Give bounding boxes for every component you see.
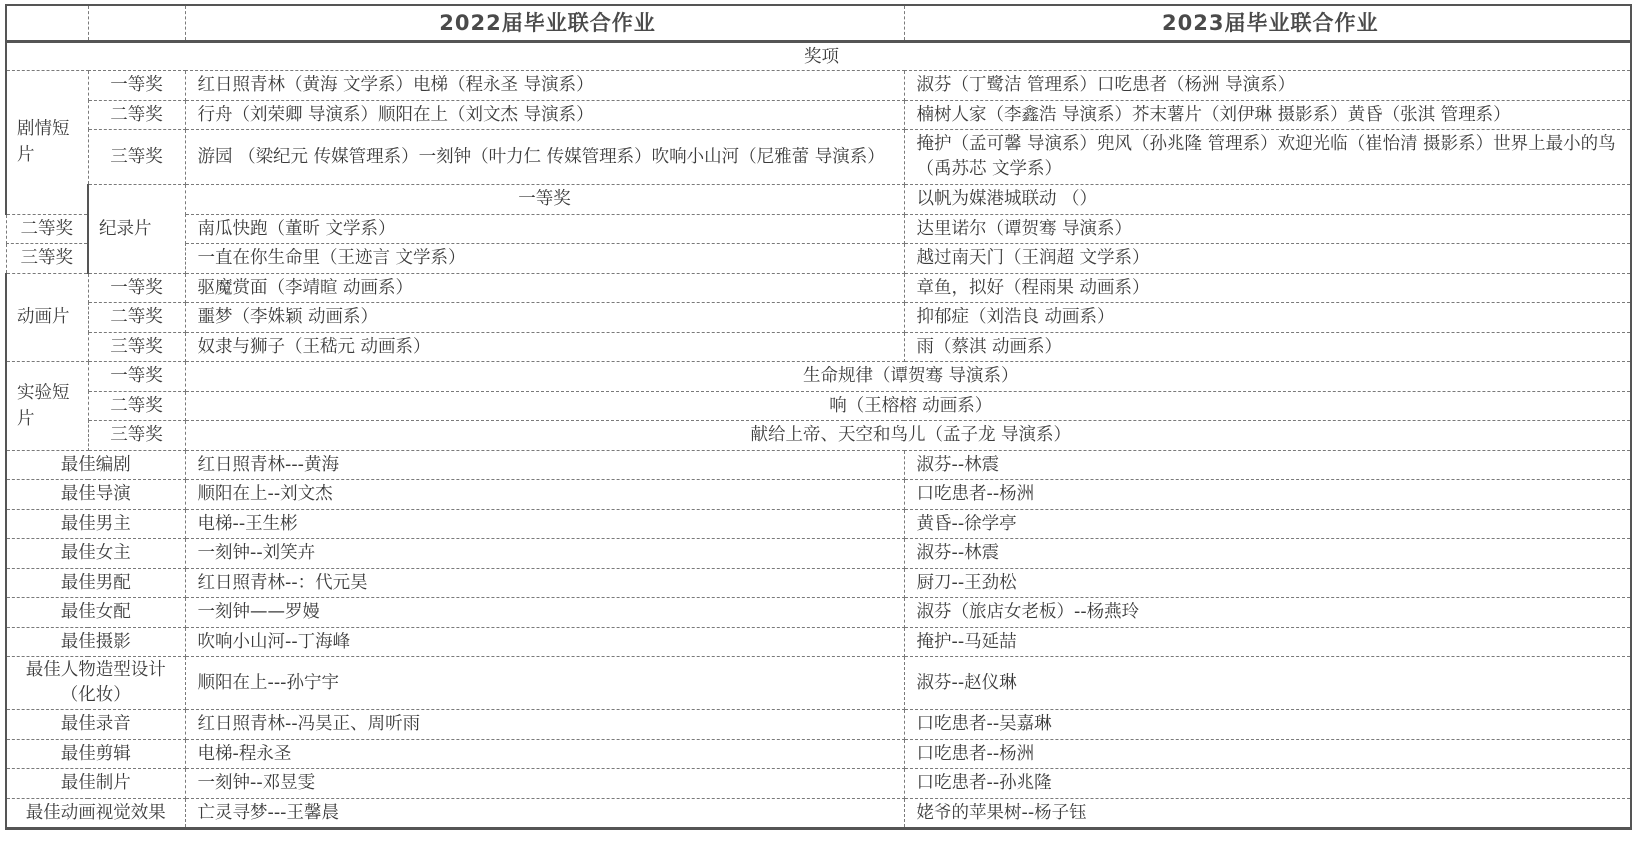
table-row [6,598,1631,628]
cell-2023: 楠树人家（李鑫浩 导演系）芥末薯片（刘伊琳 摄影系）黄昏（张淇 管理系） [904,100,1631,130]
cell-2022: 奴隶与狮子（王嵇元 动画系） [185,332,904,362]
table-row [6,657,1631,710]
cell-2023: 姥爷的苹果树--杨子钰 [904,798,1631,829]
cell-2022: 一刻钟--刘笑卉 [185,539,904,569]
table-row [6,568,1631,598]
cell-2022: 行舟（刘荣卿 导演系）顺阳在上（刘文杰 导演系） [185,100,904,130]
grade-label: 二等奖 [88,303,185,333]
best-award-label: 最佳制片 [6,769,185,799]
cell-2023: 黄昏--徐学亭 [904,509,1631,539]
table-row [6,509,1631,539]
grade-label: 一等奖 [88,71,185,101]
table-row [6,332,1631,362]
cell-2023: 淑芬--林震 [904,539,1631,569]
cell-2022: 驱魔赏面（李靖暄 动画系） [185,273,904,303]
best-award-label: 最佳导演 [6,480,185,510]
table-row [6,185,1631,215]
table-row [6,362,1631,392]
best-award-label: 最佳人物造型设计（化妆） [6,657,185,710]
cell-2023: 达里诺尔（谭贺骞 导演系） [904,214,1631,244]
cell-2022: 以帆为媒港城联动 （） [904,185,1631,215]
cell-2023: 掩护（孟可馨 导演系）兜风（孙兆隆 管理系）欢迎光临（崔怡清 摄影系）世界上最小的鸟（禹苏芯 文学系） [904,130,1631,185]
cell-2022: 一刻钟——罗嫚 [185,598,904,628]
table-row [6,539,1631,569]
best-award-label: 最佳摄影 [6,627,185,657]
table-row [6,739,1631,769]
cell-2023: 厨刀--王劲松 [904,568,1631,598]
table-row [6,391,1631,421]
merged-cell: 响（王榕榕 动画系） [185,391,1631,421]
best-award-label: 最佳男配 [6,568,185,598]
table-row [6,71,1631,101]
cell-2023: 口吃患者--吴嘉琳 [904,710,1631,740]
best-award-label: 最佳录音 [6,710,185,740]
cell-2023: 淑芬（丁鹭洁 管理系）口吃患者（杨洲 导演系） [904,71,1631,101]
awards-table [5,4,1632,830]
best-award-label: 最佳男主 [6,509,185,539]
cell-2022: 顺阳在上---孙宁宇 [185,657,904,710]
cell-2023: 淑芬--林震 [904,450,1631,480]
grade-label: 一等奖 [185,185,904,215]
grade-label: 三等奖 [88,421,185,451]
cell-2023: 章鱼，拟好（程雨果 动画系） [904,273,1631,303]
header-blank-1 [6,5,88,42]
table-row [6,244,1631,274]
table-row [6,421,1631,451]
table-row [6,100,1631,130]
table-row [6,450,1631,480]
table-row [6,214,1631,244]
awards-label-row [6,42,1631,71]
best-award-label: 最佳动画视觉效果 [6,798,185,829]
merged-cell: 生命规律（谭贺骞 导演系） [185,362,1631,392]
table-row [6,627,1631,657]
cell-2022: 亡灵寻梦---王馨晨 [185,798,904,829]
table-row [6,769,1631,799]
cell-2022: 一刻钟--邓昱雯 [185,769,904,799]
grade-label: 三等奖 [6,244,88,274]
cell-2022: 吹响小山河--丁海峰 [185,627,904,657]
best-award-label: 最佳编剧 [6,450,185,480]
best-award-label: 最佳女配 [6,598,185,628]
cell-2022: 电梯--王生彬 [185,509,904,539]
cell-2022: 红日照青林（黄海 文学系）电梯（程永圣 导演系） [185,71,904,101]
cell-2022: 红日照青林--：代元昊 [185,568,904,598]
category-label: 纪录片 [88,185,185,274]
category-label: 实验短片 [6,362,88,451]
header-blank-2 [88,5,185,42]
cell-2023: 抑郁症（刘浩良 动画系） [904,303,1631,333]
merged-cell: 献给上帝、天空和鸟儿（孟子龙 导演系） [185,421,1631,451]
cell-2023: 越过南天门（王润超 文学系） [904,244,1631,274]
table-row [6,480,1631,510]
grade-label: 二等奖 [88,391,185,421]
grade-label: 二等奖 [6,214,88,244]
category-label: 剧情短片 [6,71,88,215]
cell-2022: 顺阳在上--刘文杰 [185,480,904,510]
cell-2023: 口吃患者--孙兆隆 [904,769,1631,799]
grade-label: 三等奖 [88,130,185,185]
header-2023: 2023届毕业联合作业 [904,5,1631,42]
header-2022: 2022届毕业联合作业 [185,5,904,42]
cell-2023: 淑芬--赵仪琳 [904,657,1631,710]
cell-2023: 淑芬（旅店女老板）--杨燕玲 [904,598,1631,628]
cell-2022: 电梯-程永圣 [185,739,904,769]
table-row [6,798,1631,829]
table-row [6,303,1631,333]
cell-2022: 噩梦（李姝颖 动画系） [185,303,904,333]
cell-2022: 红日照青林---黄海 [185,450,904,480]
cell-2023: 口吃患者--杨洲 [904,739,1631,769]
cell-2022: 红日照青林--冯昊正、周听雨 [185,710,904,740]
cell-2022: 游园 （梁纪元 传媒管理系）一刻钟（叶力仁 传媒管理系）吹响小山河（尼雅蕾 导演系） [185,130,904,185]
cell-2023: 口吃患者--杨洲 [904,480,1631,510]
grade-label: 一等奖 [88,273,185,303]
grade-label: 二等奖 [88,100,185,130]
cell-2022: 南瓜快跑（董昕 文学系） [185,214,904,244]
table-row [6,130,1631,185]
header-row [6,5,1631,42]
cell-2023: 雨（蔡淇 动画系） [904,332,1631,362]
cell-2022: 一直在你生命里（王迹言 文学系） [185,244,904,274]
awards-label: 奖项 [6,42,1631,71]
awards-table-container [5,4,1630,830]
best-award-label: 最佳剪辑 [6,739,185,769]
grade-label: 三等奖 [88,332,185,362]
cell-2023: 掩护--马延喆 [904,627,1631,657]
best-award-label: 最佳女主 [6,539,185,569]
table-row [6,273,1631,303]
table-row [6,710,1631,740]
category-label: 动画片 [6,273,88,362]
grade-label: 一等奖 [88,362,185,392]
